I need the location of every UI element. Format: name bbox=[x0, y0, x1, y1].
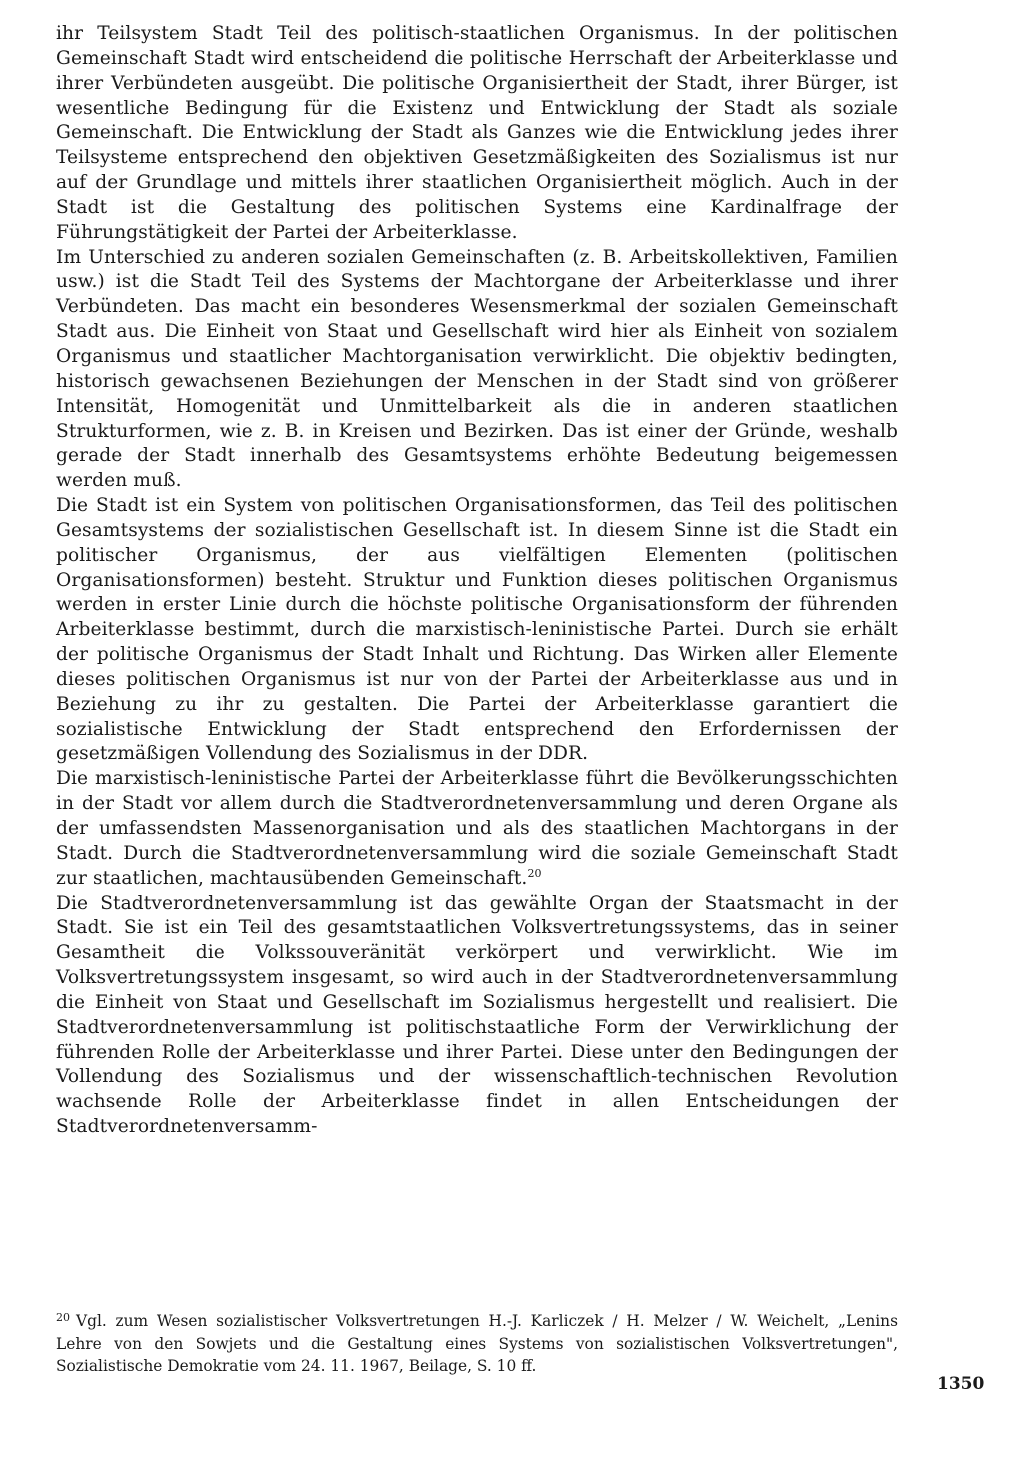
paragraph-4-text: Die marxistisch-leninistische Partei der Arbeiterklasse führt die Bevölkerungsschichten in der Stadt vor allem durch die Stadtverordnetenversammlung und deren Organe als der umfassendsten Massenorganisation und als des staatlichen Machtorgans in der Stadt. Durch die Stadtverordnetenversammlung wird die soziale Gemeinschaft Stadt zur staatlichen, machtausübenden Gemeinschaft. bbox=[56, 768, 898, 889]
footnote-reference: 20 bbox=[527, 866, 542, 880]
paragraph-4 bbox=[56, 767, 898, 891]
footnote bbox=[56, 1310, 898, 1378]
footnote-area bbox=[56, 1310, 898, 1378]
footnote-number: 20 bbox=[56, 1311, 70, 1324]
paragraph-1: ihr Teilsystem Stadt Teil des politisch-staatlichen Organismus. In der politischen Gemeinschaft Stadt wird entscheidend die politische Herrschaft der Arbeiterklasse und ihrer Verbündeten ausgeübt. Die politische Organisiertheit der Stadt, ihrer Bürger, ist wesentliche Bedingung für die Existenz und Entwicklung der Stadt als soziale Gemeinschaft. Die Entwicklung der Stadt als Ganzes wie die Entwicklung jedes ihrer Teilsysteme entsprechend den objektiven Gesetzmäßigkeiten des Sozialismus ist nur auf der Grundlage und mittels ihrer staatlichen Organisiertheit möglich. Auch in der Stadt ist die Gestaltung des politischen Systems eine Kardinalfrage der Führungstätigkeit der Partei der Arbeiterklasse. bbox=[56, 23, 898, 243]
main-text bbox=[56, 22, 898, 1140]
paragraph-3: Die Stadt ist ein System von politischen Organisationsformen, das Teil des politischen Gesamtsystems der sozialistischen Gesellschaft ist. In diesem Sinne ist die Stadt ein politischer Organismus, der aus vielfältigen Elementen (politischen Organisationsformen) besteht. Struktur und Funktion dieses politischen Organismus werden in erster Linie durch die höchste politische Organisationsform der führenden Arbeiterklasse bestimmt, durch die marxistisch-leninistische Partei. Durch sie erhält der politische Organismus der Stadt Inhalt und Richtung. Das Wirken aller Elemente dieses politischen Organismus ist nur von der Partei der Arbeiterklasse aus und in Beziehung zu ihr zu gestalten. Die Partei der Arbeiterklasse garantiert die sozialistische Entwicklung der Stadt entsprechend den Erfordernissen der gesetzmäßigen Vollendung des Sozialismus in der DDR. bbox=[56, 495, 898, 765]
footnote-text: Vgl. zum Wesen sozialistischer Volksvertretungen H.-J. Karliczek / H. Melzer / W. Weichelt, „Lenins Lehre von den Sowjets und die Gestaltung eines Systems von sozialistischen Volksvertretungen", Sozialistische Demokratie vom 24. 11. 1967, Beilage, S. 10 ff. bbox=[56, 1312, 898, 1375]
paragraph-2: Im Unterschied zu anderen sozialen Gemeinschaften (z. B. Arbeitskollektiven, Familien usw.) ist die Stadt Teil des Systems der Machtorgane der Arbeiterklasse und ihrer Verbündeten. Das macht ein besonderes Wesensmerkmal der sozialen Gemeinschaft Stadt aus. Die Einheit von Staat und Gesellschaft wird hier als Einheit von sozialem Organismus und staatlicher Machtorganisation verwirklicht. Die objektiv bedingten, historisch gewachsenen Beziehungen der Menschen in der Stadt sind von größerer Intensität, Homogenität und Unmittelbarkeit als die in anderen staatlichen Strukturformen, wie z. B. in Kreisen und Bezirken. Das ist einer der Gründe, weshalb gerade der Stadt innerhalb des Gesamtsystems erhöhte Bedeutung beigemessen werden muß. bbox=[56, 246, 898, 492]
page-number: 1350 bbox=[937, 1374, 985, 1394]
paragraph-5: Die Stadtverordnetenversammlung ist das gewählte Organ der Staatsmacht in der Stadt. Sie ist ein Teil des gesamtstaatlichen Volksvertretungssystems, das in seiner Gesamtheit die Volkssouveränität verkörpert und verwirklicht. Wie im Volksvertretungssystem insgesamt, so wird auch in der Stadtverordnetenversammlung die Einheit von Staat und Gesellschaft im Sozialismus hergestellt und realisiert. Die Stadtverordnetenversammlung ist politischstaatliche Form der Verwirklichung der führenden Rolle der Arbeiterklasse und ihrer Partei. Diese unter den Bedingungen der Vollendung des Sozialismus und der wissenschaftlich-technischen Revolution wachsende Rolle der Arbeiterklasse findet in allen Entscheidungen der Stadtverordnetenversamm- bbox=[56, 892, 898, 1138]
